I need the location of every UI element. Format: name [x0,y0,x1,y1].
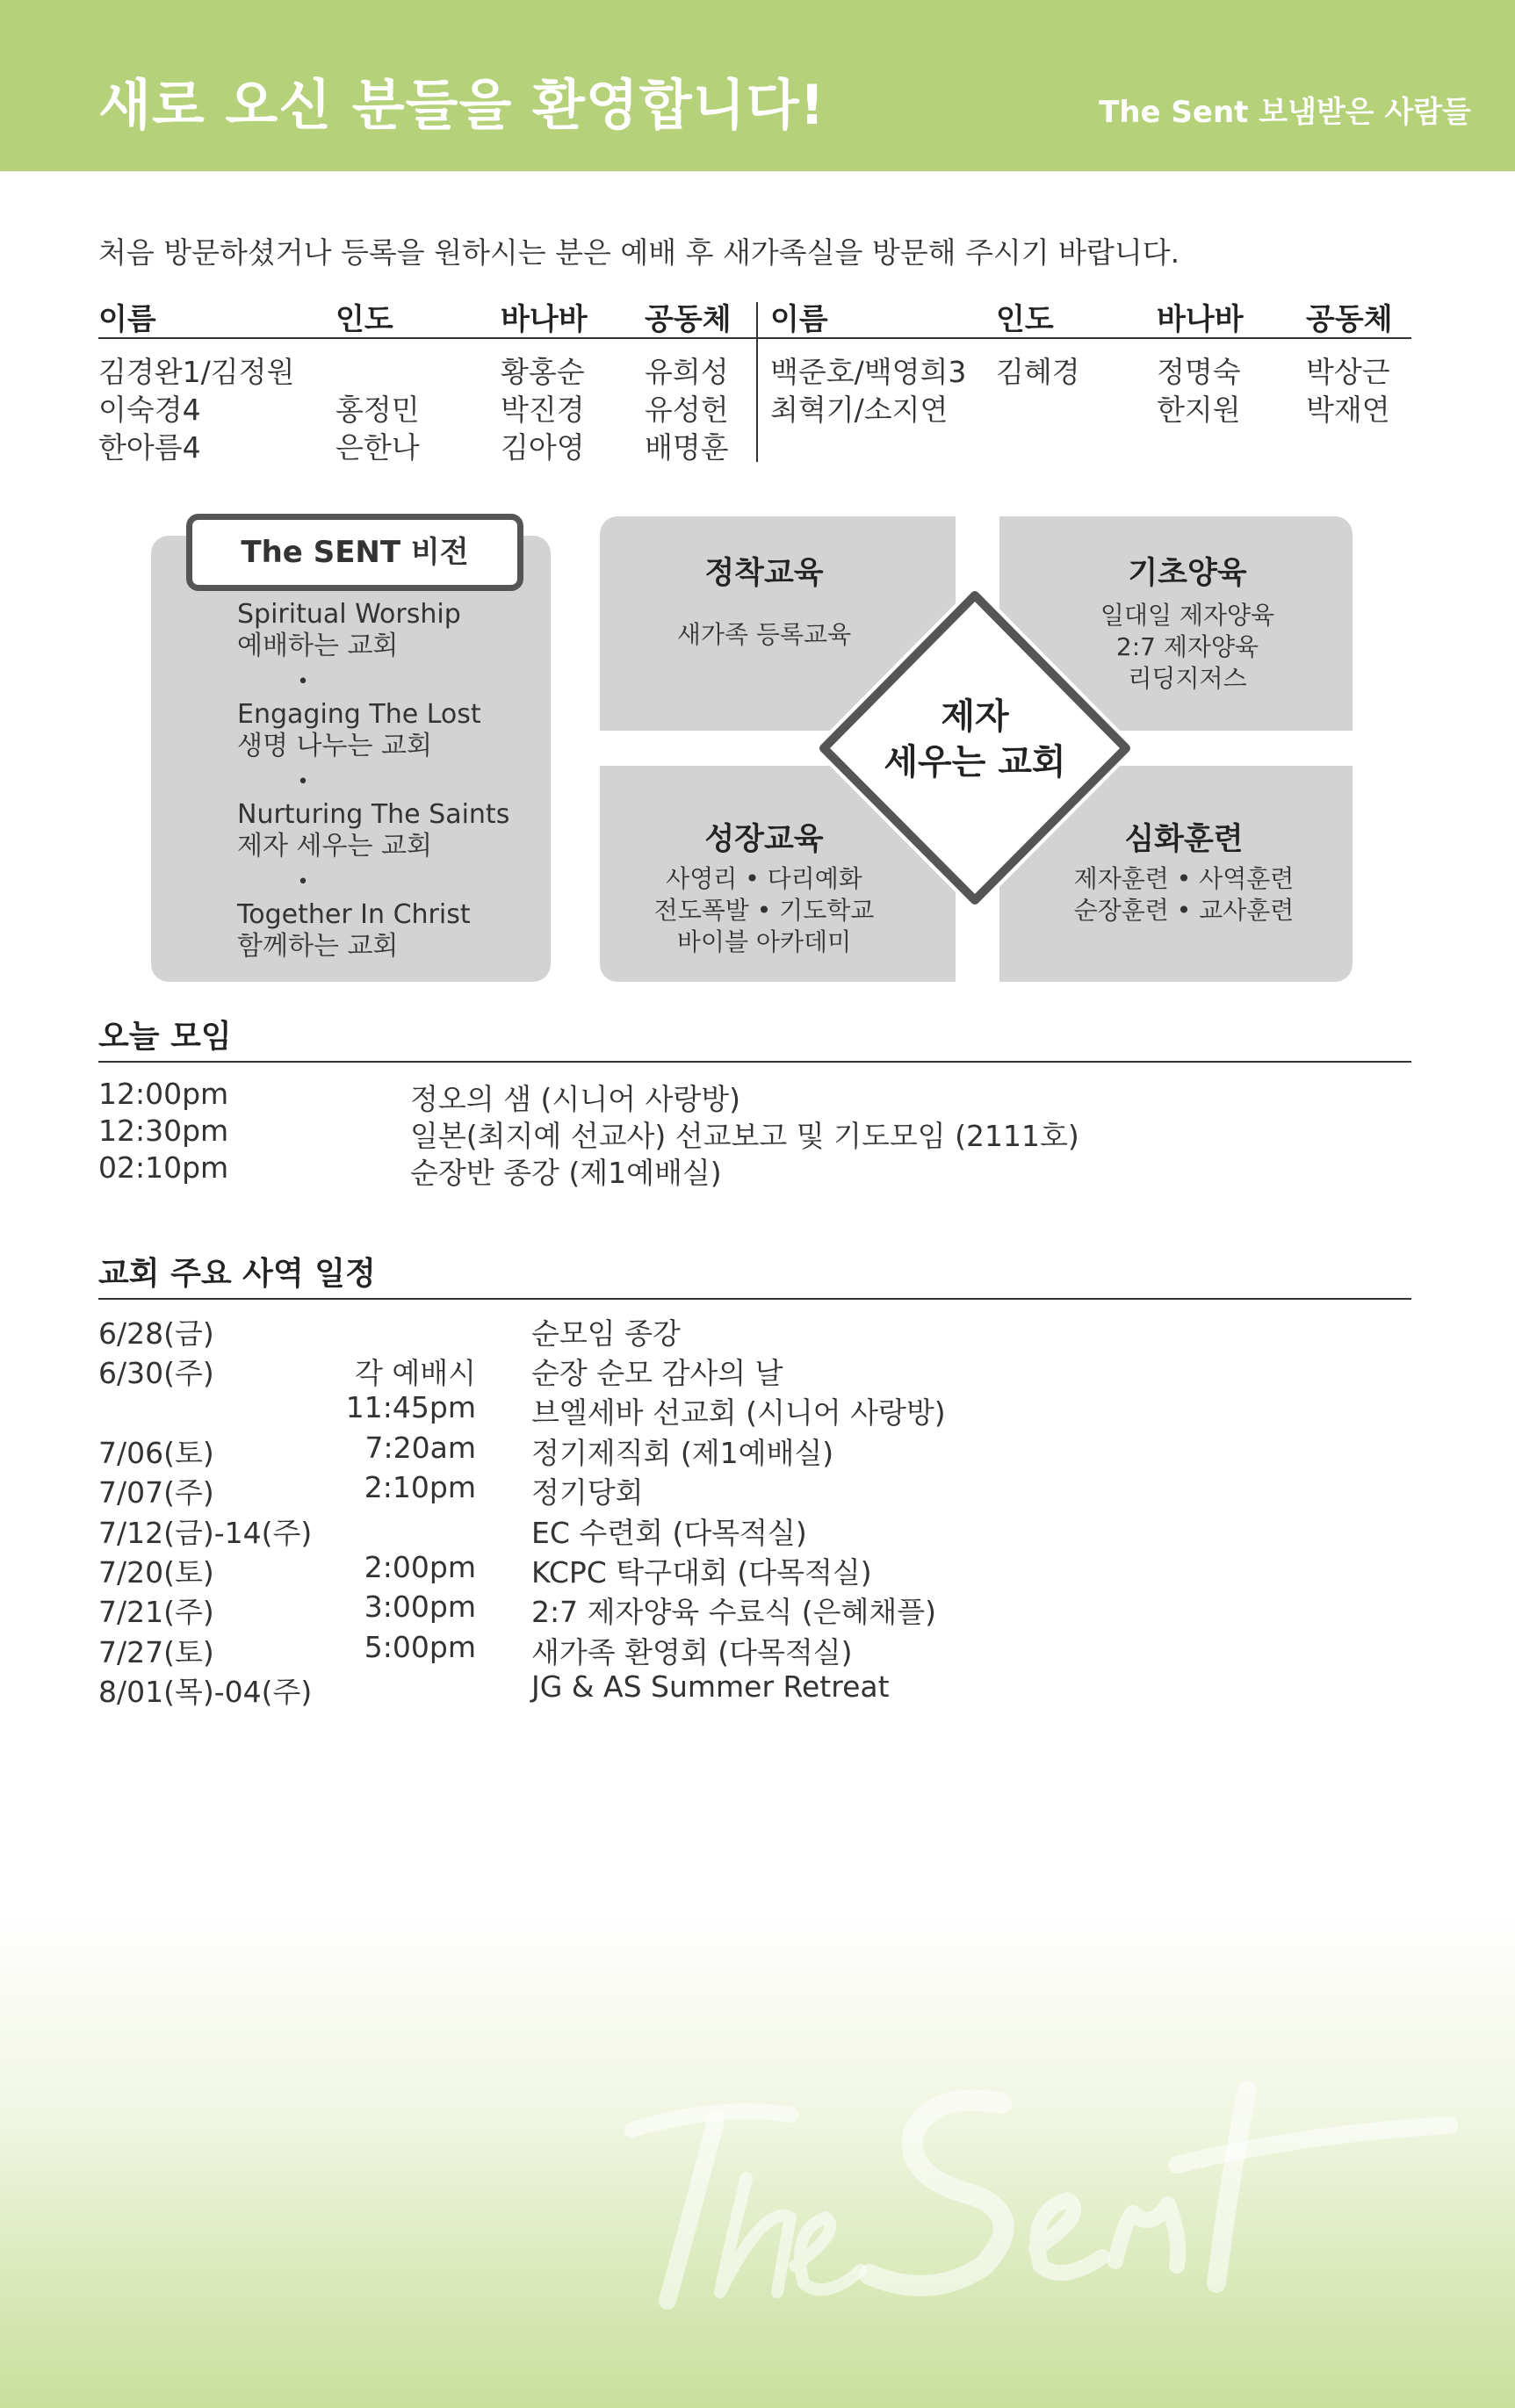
deep-title: 심화훈련 [1124,822,1244,857]
deep-line: 순장훈련 • 교사훈련 [1073,896,1295,925]
settle-title: 정착교육 [704,556,824,591]
basic-line: 일대일 제자양육 [1100,601,1275,630]
schedule-event: 새가족 환영회 (다목적실) [531,1635,853,1669]
table-cell: 유희성 [645,355,729,389]
vision-item-ko: 제자 세우는 교회 [237,831,432,862]
table-cell: 황홍순 [501,355,585,389]
col-header-barnabas: 바나바 [501,302,588,337]
col-header-name-right: 이름 [770,302,828,337]
schedule-event: 2:7 제자양육 수료식 (은혜채플) [531,1595,936,1629]
vision-item-en: Nurturing The Saints [237,799,510,830]
schedule-date: 7/20(토) [98,1555,214,1590]
brand-label: The Sent 보냄받은 사람들 [1099,95,1471,130]
schedule-date: 7/21(주) [98,1595,214,1629]
schedule-event: 정기당회 [531,1475,644,1510]
vision-item-en: Engaging The Lost [237,699,481,730]
table-cell: 정명숙 [1157,355,1241,389]
table-cell: 박진경 [501,393,585,427]
col-header-guide-right: 인도 [996,302,1054,337]
schedule-date: 6/30(주) [98,1356,214,1390]
table-cell: 배명훈 [645,430,729,465]
vision-separator: • [297,671,309,693]
table-cell: 김혜경 [996,355,1080,389]
basic-line: 2:7 제자양육 [1115,632,1259,661]
table-cell: 박재연 [1306,393,1390,427]
col-header-community: 공동체 [645,302,732,337]
table-cell: 은한나 [335,430,420,465]
growth-title: 성장교육 [704,822,824,857]
vision-item-ko: 함께하는 교회 [237,931,399,962]
col-header-guide: 인도 [335,302,393,337]
intro-text: 처음 방문하셨거나 등록을 원하시는 분은 예배 후 새가족실을 방문해 주시기 바랍니다. [98,235,1180,270]
center-label [843,694,1107,785]
schedule-time: 각 예배시 [354,1356,476,1390]
table-cell: 최혁기/소지연 [770,393,949,427]
vision-item-en: Together In Christ [237,899,471,930]
schedule-event: 정기제직회 (제1예배실) [531,1436,834,1470]
schedule-event: KCPC 탁구대회 (다목적실) [531,1555,872,1590]
col-header-name: 이름 [98,302,156,337]
table-cell: 한아름4 [98,430,201,465]
schedule-date: 7/12(금)-14(주) [98,1516,313,1550]
schedule-time: 3:00pm [364,1590,476,1624]
col-header-barnabas-right: 바나바 [1157,302,1244,337]
schedule-time: 2:00pm [364,1550,476,1584]
table-cell: 홍정민 [335,393,420,427]
today-rule [98,1061,1411,1063]
today-event: 순장반 종강 (제1예배실) [410,1156,722,1190]
schedule-event: 브엘세바 선교회 (시니어 사랑방) [531,1395,946,1430]
col-header-community-right: 공동체 [1306,302,1393,337]
deep-body [1008,863,1360,926]
schedule-title: 교회 주요 사역 일정 [98,1256,376,1292]
today-event: 정오의 샘 (시니어 사랑방) [410,1082,740,1116]
schedule-date: 8/01(목)-04(주) [98,1675,313,1709]
deep-line: 제자훈련 • 사역훈련 [1073,864,1295,893]
schedule-time: 5:00pm [364,1630,476,1664]
table-cell: 박상근 [1306,355,1390,389]
today-event: 일본(최지예 선교사) 선교보고 및 기도모임 (2111호) [410,1119,1079,1153]
vision-separator: • [297,871,309,893]
table-cell: 백준호/백영희3 [770,355,967,389]
growth-body [588,863,940,958]
today-time: 12:30pm [98,1114,229,1148]
basic-title: 기초양육 [1128,556,1247,591]
today-time: 12:00pm [98,1077,229,1111]
the-sent-watermark-logo [0,1914,1515,2408]
schedule-date: 7/06(토) [98,1436,214,1470]
table-cell: 한지원 [1157,393,1241,427]
schedule-time: 7:20am [364,1431,476,1465]
vision-item-ko: 예배하는 교회 [237,631,399,661]
schedule-rule [98,1298,1411,1300]
schedule-event: JG & AS Summer Retreat [531,1669,890,1704]
table-cell: 이숙경4 [98,393,201,427]
today-time: 02:10pm [98,1150,229,1185]
basic-line: 리딩지저스 [1128,664,1247,693]
vision-separator: • [297,771,309,793]
table-cell: 김아영 [501,430,585,465]
schedule-date: 6/28(금) [98,1316,214,1351]
schedule-date: 7/07(주) [98,1475,214,1510]
schedule-date: 7/27(토) [98,1635,214,1669]
schedule-event: 순모임 종강 [531,1316,681,1351]
vision-item-ko: 생명 나누는 교회 [237,731,432,761]
table-cell: 김경완1/김정원 [98,355,295,389]
growth-line: 사영리 • 다리예화 [666,864,862,893]
vision-title: The SENT 비전 [186,514,523,591]
schedule-event: 순장 순모 감사의 날 [531,1356,783,1390]
vision-item-en: Spiritual Worship [237,599,461,630]
center-label-line2: 세우는 교회 [884,742,1066,782]
basic-body [1012,600,1363,695]
schedule-event: EC 수련회 (다목적실) [531,1516,807,1550]
center-label-line1: 제자 [941,696,1009,737]
schedule-time: 11:45pm [345,1390,476,1424]
growth-line: 바이블 아카데미 [676,927,852,956]
table-cell: 유성헌 [645,393,729,427]
growth-line: 전도폭발 • 기도학교 [653,896,875,925]
schedule-time: 2:10pm [364,1470,476,1504]
page-title: 새로 오신 분들을 환영합니다! [98,73,826,137]
today-title: 오늘 모임 [98,1019,232,1055]
settle-body: 새가족 등록교육 [676,620,852,649]
